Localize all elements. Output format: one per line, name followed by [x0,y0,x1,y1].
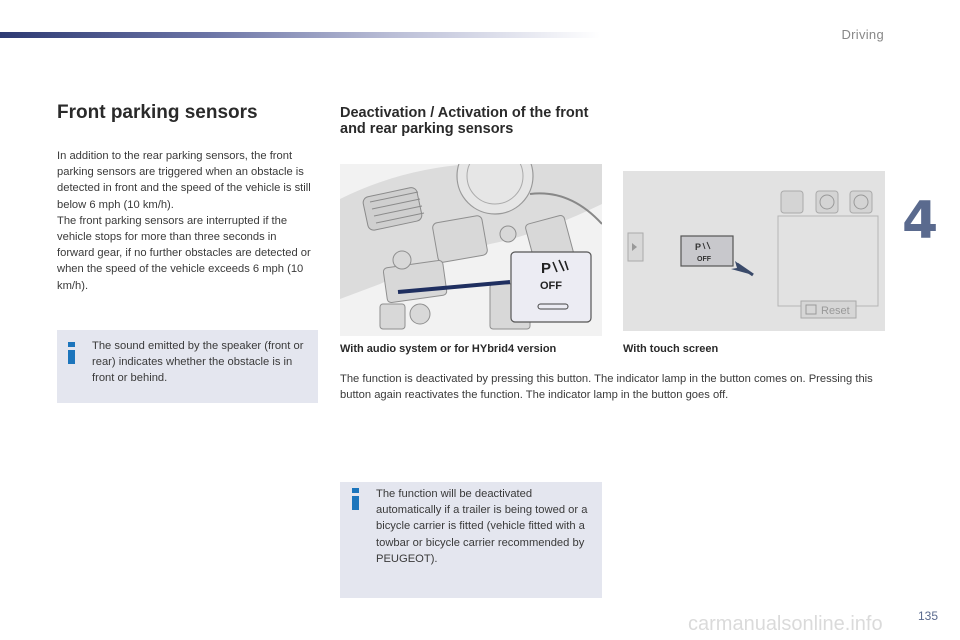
info-box-sound [57,330,318,403]
dashboard-photo [340,164,602,336]
dashboard-illustration [340,164,602,336]
info-icon [68,342,75,364]
section-title-deactivation: Deactivation / Activation of the front and rear parking sensors [340,105,589,137]
info-box-trailer [340,482,602,598]
info-text-sound: The sound emitted by the speaker (front or rear) indicates whether the obstacle is in front or behind. [92,340,304,385]
function-description: The function is deactivated by pressing this button. The indicator lamp in the button comes on. Pressing this button again reactivates the function. The indicator lamp in the button goes off. [340,373,873,402]
touch-p-label: P [695,242,702,252]
chapter-number: 4 [902,191,939,251]
header-gradient-bar [0,32,600,38]
touch-reset-label: Reset [821,305,850,317]
touch-off-label: OFF [697,256,711,263]
touch-screen-illustration [623,171,885,331]
section-title: Driving [841,27,884,42]
caption-audio-system: With audio system or for HYbrid4 version [340,343,557,355]
intro-paragraph-2: The front parking sensors are interrupted if the vehicle stops for more than three seconds in forward gear, if no further obstacles are detected or when the speed of the vehicle exceeds 6 mph (10 km/h). [57,214,311,292]
caption-touch-screen: With touch screen [623,343,719,355]
intro-paragraph-1: In addition to the rear parking sensors, the front parking sensors are triggered when an obstacle is detected in front and the speed of the vehicle is still below 6 mph (10 km/h). [57,150,311,211]
page-number: 135 [917,609,938,623]
button-p-label: P [541,260,552,277]
info-text-trailer: The function will be deactivated automatically if a trailer is being towed or a bicycle carrier is fitted (vehicle fitted with a towbar or bicycle carrier recommended by PEUGEOT). [376,488,588,565]
watermark: carmanualsonline.info [688,613,883,635]
intro-text [57,148,315,294]
button-off-label: OFF [540,280,562,292]
info-icon [352,488,359,510]
page-title: Front parking sensors [57,102,258,123]
